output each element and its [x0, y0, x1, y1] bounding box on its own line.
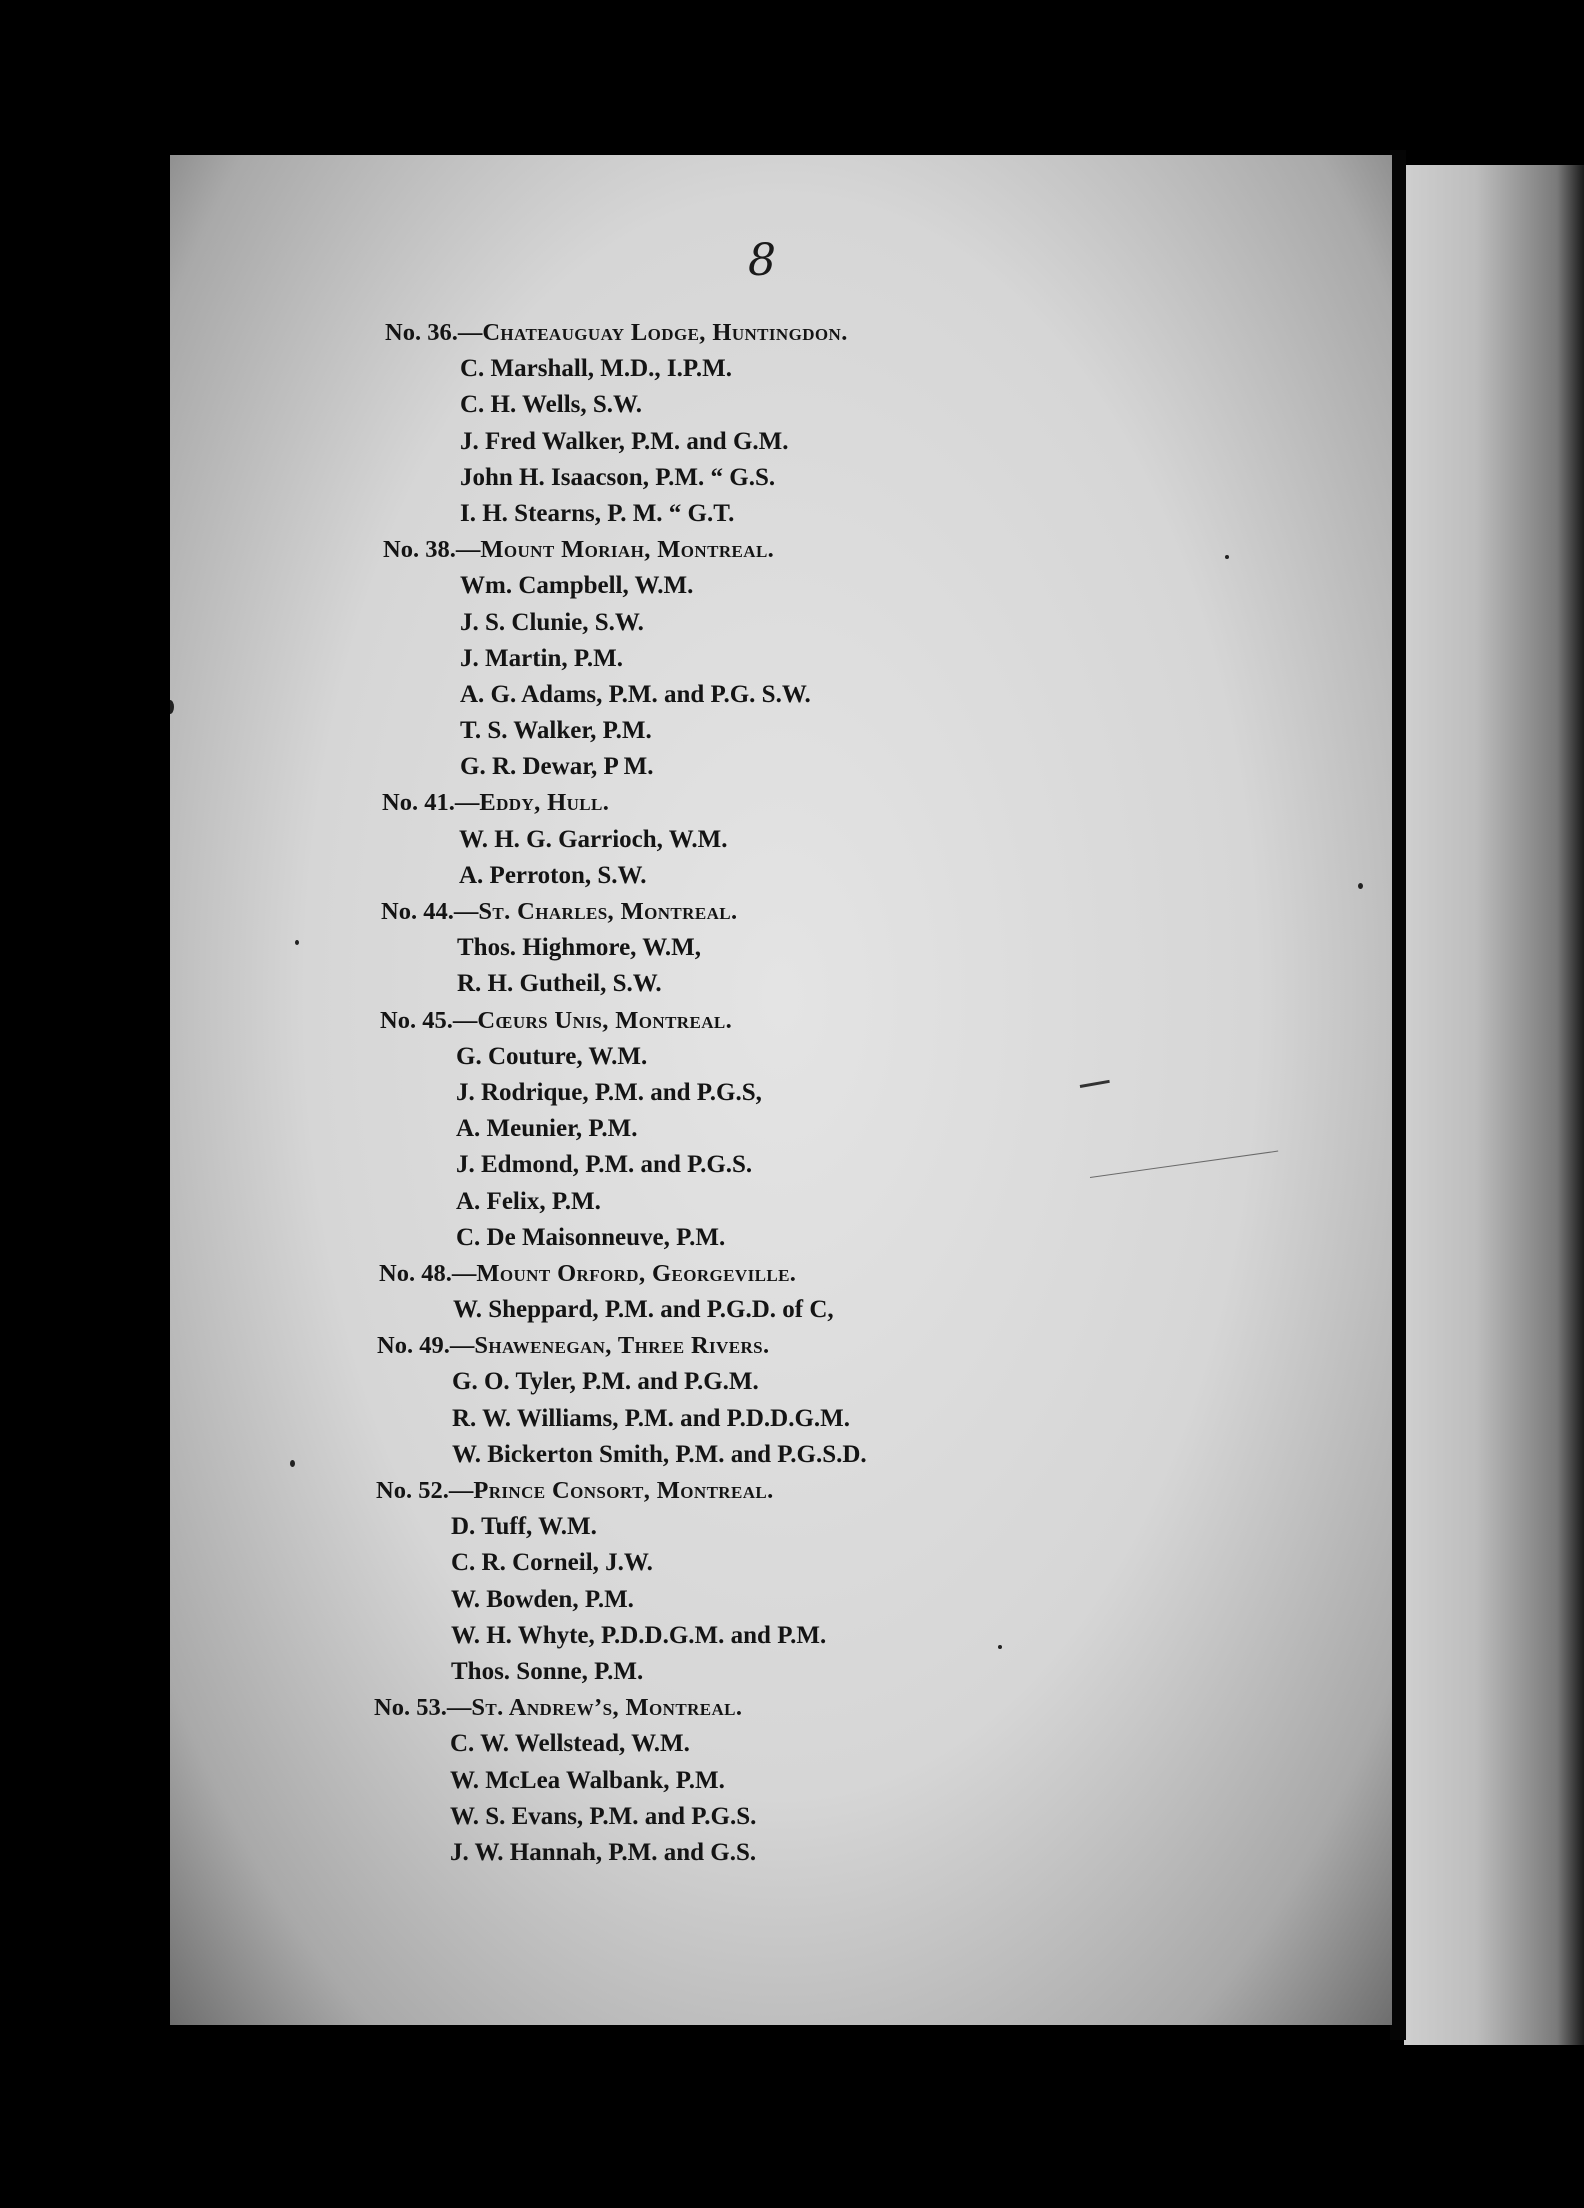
page-number: 8 — [748, 235, 776, 286]
officer-entry: W. McLea Walbank, P.M. — [450, 1766, 725, 1794]
lodge-number: No. 52. — [376, 1477, 449, 1504]
officer-entry: J. Fred Walker, P.M. and G.M. — [460, 427, 789, 455]
lodge-name: Mount Orford, Georgeville. — [476, 1259, 797, 1287]
em-dash: — — [455, 536, 481, 564]
officer-entry: Thos. Highmore, W.M, — [457, 934, 702, 962]
em-dash: — — [448, 1477, 474, 1504]
ink-speck — [1225, 555, 1229, 559]
officer-entry: C. W. Wellstead, W.M. — [450, 1730, 690, 1758]
lodge-heading — [170, 1473, 1392, 1509]
officer-entry: J. Martin, P.M. — [460, 644, 623, 672]
lodge-number: No. 53. — [374, 1694, 447, 1722]
officer-entry: G. R. Dewar, P M. — [460, 753, 654, 781]
lodge-name: Prince Consort, Montreal. — [473, 1477, 774, 1504]
officer-entry: J. Rodrique, P.M. and P.G.S, — [456, 1078, 762, 1106]
officer-entry: C. De Maisonneuve, P.M. — [456, 1223, 726, 1251]
officer-entry: W. H. Whyte, P.D.D.G.M. and P.M. — [451, 1621, 827, 1649]
ink-speck — [295, 940, 299, 945]
officer-entry: W. S. Evans, P.M. and P.G.S. — [450, 1802, 757, 1830]
em-dash: — — [453, 898, 479, 925]
officer-entry: G. Couture, W.M. — [456, 1042, 648, 1070]
ink-speck — [998, 1645, 1002, 1649]
officer-entry: J. S. Clunie, S.W. — [460, 608, 644, 636]
officer-entry: A. Meunier, P.M. — [456, 1115, 638, 1143]
lodge-number: No. 41. — [382, 789, 455, 817]
lodge-heading — [170, 1256, 1392, 1292]
lodge-heading — [170, 1328, 1392, 1364]
officer-entry: C. H. Wells, S.W. — [460, 391, 642, 419]
lodge-number: No. 38. — [383, 536, 456, 564]
officer-entry: W. Sheppard, P.M. and P.G.D. of C, — [453, 1296, 834, 1324]
lodge-number: No. 49. — [377, 1332, 450, 1360]
lodge-number: No. 36. — [385, 319, 458, 346]
ink-speck — [1358, 883, 1363, 889]
officer-entry: J. Edmond, P.M. and P.G.S. — [456, 1151, 753, 1179]
document-page — [170, 155, 1392, 2025]
officer-entry: C. Marshall, M.D., I.P.M. — [460, 355, 732, 383]
officer-entry: A. Felix, P.M. — [456, 1187, 601, 1215]
lodge-heading — [170, 1003, 1392, 1039]
lodge-list — [170, 315, 1392, 1871]
officer-entry: Wm. Campbell, W.M. — [460, 572, 694, 600]
lodge-name: St. Andrew’s, Montreal. — [471, 1694, 743, 1722]
lodge-number: No. 44. — [381, 898, 454, 925]
em-dash: — — [452, 1006, 478, 1034]
officer-entry: T. S. Walker, P.M. — [460, 717, 652, 745]
officer-entry: I. H. Stearns, P. M. “ G.T. — [460, 499, 735, 527]
officer-entry: A. G. Adams, P.M. and P.G. S.W. — [460, 680, 811, 708]
lodge-heading — [170, 894, 1392, 930]
officer-entry: John H. Isaacson, P.M. “ G.S. — [460, 463, 776, 491]
lodge-heading — [170, 315, 1392, 351]
lodge-name: Chateauguay Lodge, Huntingdon. — [482, 319, 848, 346]
em-dash: — — [454, 789, 480, 817]
em-dash: — — [446, 1694, 472, 1722]
officer-entry: Thos. Sonne, P.M. — [451, 1657, 644, 1685]
lodge-name: Shawenegan, Three Rivers. — [474, 1332, 770, 1360]
lodge-heading — [170, 785, 1392, 821]
lodge-name: Mount Moriah, Montreal. — [480, 536, 775, 564]
ink-speck — [290, 1460, 295, 1467]
em-dash: — — [451, 1259, 477, 1287]
lodge-number: No. 48. — [379, 1259, 452, 1287]
facing-page-edge — [1404, 165, 1584, 2045]
officer-entry: R. H. Gutheil, S.W. — [457, 970, 662, 998]
em-dash: — — [457, 319, 483, 346]
officer-entry: C. R. Corneil, J.W. — [451, 1549, 653, 1577]
lodge-heading — [170, 1690, 1392, 1726]
em-dash: — — [449, 1332, 475, 1360]
lodge-name: Cœurs Unis, Montreal. — [477, 1006, 733, 1034]
officer-entry: D. Tuff, W.M. — [451, 1513, 597, 1541]
officer-entry: J. W. Hannah, P.M. and G.S. — [450, 1838, 757, 1866]
lodge-heading — [170, 532, 1392, 568]
lodge-name: St. Charles, Montreal. — [478, 898, 738, 925]
lodge-number: No. 45. — [380, 1006, 453, 1034]
officer-entry: W. Bowden, P.M. — [451, 1585, 634, 1613]
officer-entry: W. Bickerton Smith, P.M. and P.G.S.D. — [452, 1440, 867, 1468]
book-gutter — [1390, 150, 1406, 2040]
officer-entry: R. W. Williams, P.M. and P.D.D.G.M. — [452, 1404, 850, 1432]
lodge-name: Eddy, Hull. — [479, 789, 610, 817]
officer-entry: A. Perroton, S.W. — [459, 861, 647, 889]
officer-entry: W. H. G. Garrioch, W.M. — [459, 825, 728, 853]
officer-entry: G. O. Tyler, P.M. and P.G.M. — [452, 1368, 759, 1396]
